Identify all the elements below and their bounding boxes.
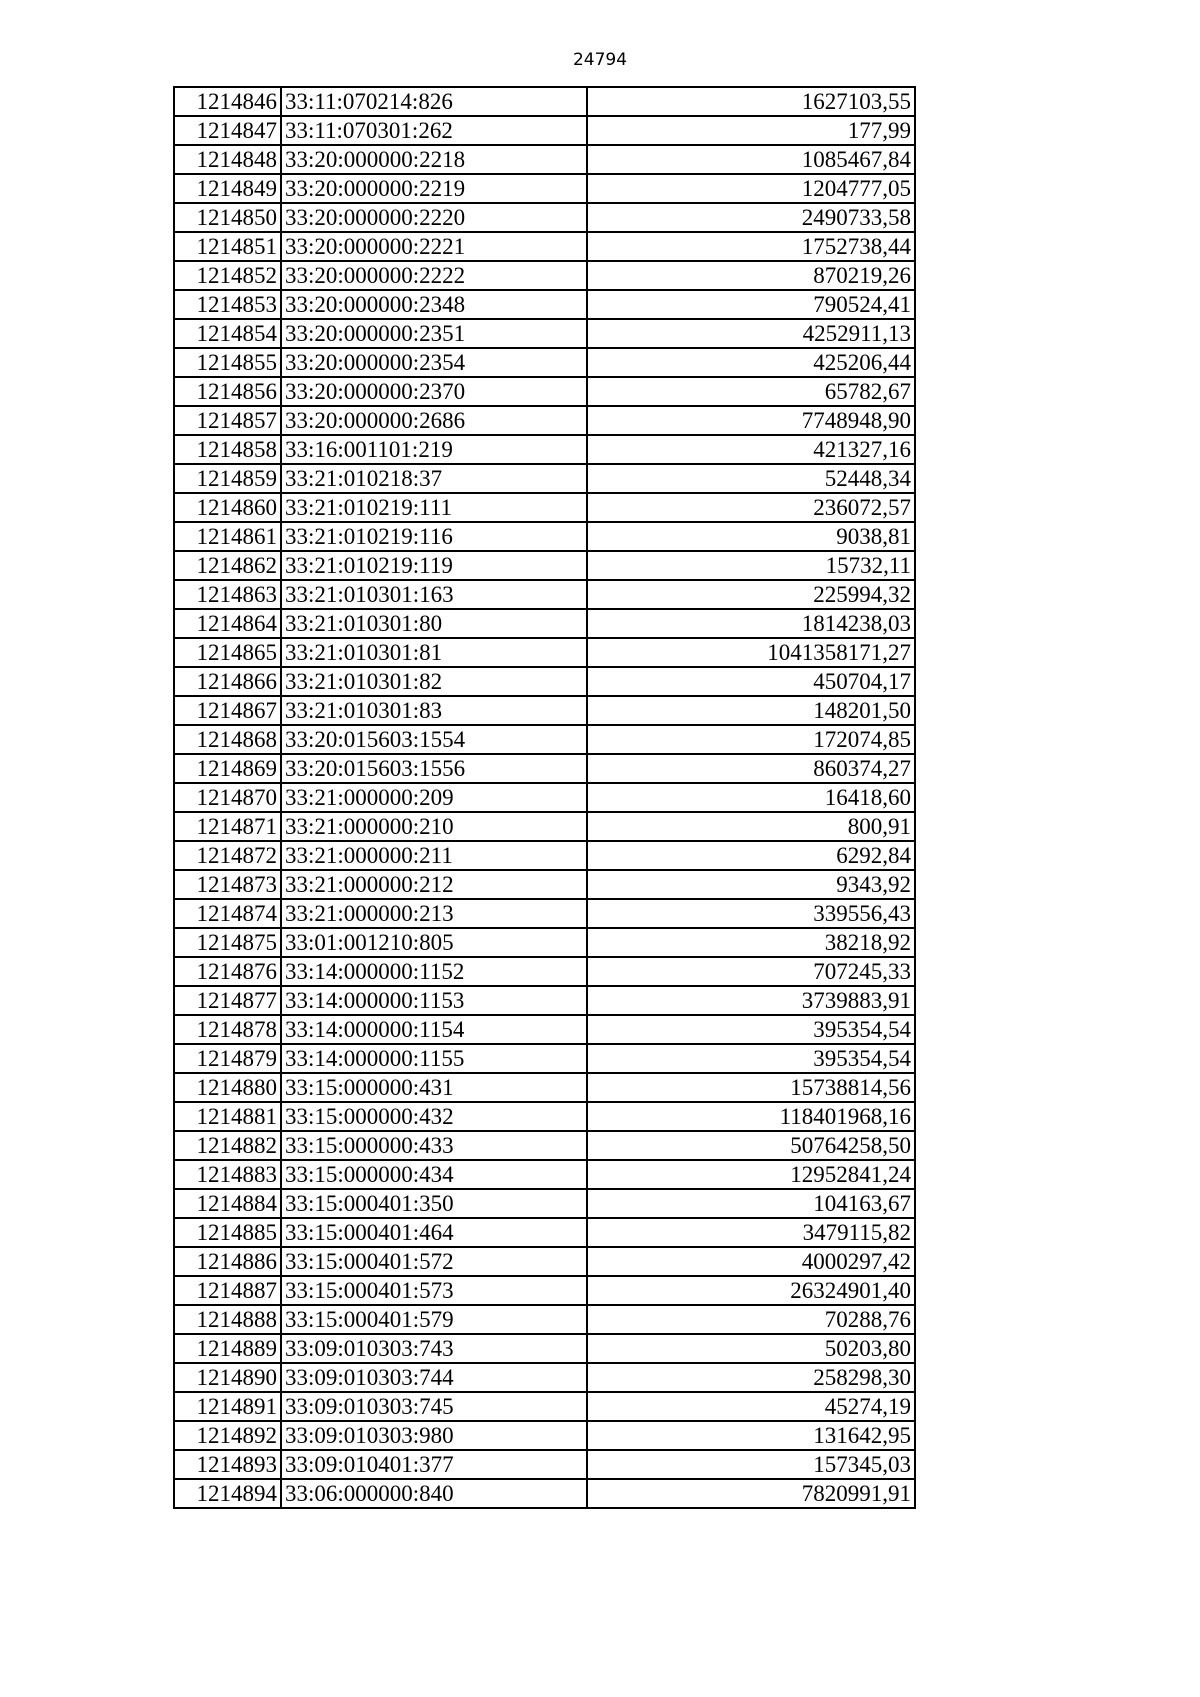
value-cell: 258298,30 xyxy=(587,1363,915,1392)
row-id-cell: 1214886 xyxy=(174,1247,281,1276)
row-id-cell: 1214885 xyxy=(174,1218,281,1247)
value-cell: 157345,03 xyxy=(587,1450,915,1479)
table-row xyxy=(174,406,915,435)
row-id-cell: 1214853 xyxy=(174,290,281,319)
table-row xyxy=(174,870,915,899)
table-row xyxy=(174,174,915,203)
table-row xyxy=(174,87,915,116)
cadastral-number-cell: 33:09:010303:745 xyxy=(281,1392,587,1421)
cadastral-number-cell: 33:20:000000:2221 xyxy=(281,232,587,261)
row-id-cell: 1214874 xyxy=(174,899,281,928)
value-cell: 45274,19 xyxy=(587,1392,915,1421)
value-cell: 236072,57 xyxy=(587,493,915,522)
row-id-cell: 1214848 xyxy=(174,145,281,174)
cadastral-number-cell: 33:21:000000:212 xyxy=(281,870,587,899)
cadastral-number-cell: 33:14:000000:1153 xyxy=(281,986,587,1015)
table-row xyxy=(174,1044,915,1073)
table-row xyxy=(174,638,915,667)
row-id-cell: 1214860 xyxy=(174,493,281,522)
table-row xyxy=(174,203,915,232)
table-row xyxy=(174,1073,915,1102)
row-id-cell: 1214880 xyxy=(174,1073,281,1102)
table-row xyxy=(174,1334,915,1363)
row-id-cell: 1214882 xyxy=(174,1131,281,1160)
row-id-cell: 1214894 xyxy=(174,1479,281,1508)
cadastral-number-cell: 33:21:010301:83 xyxy=(281,696,587,725)
cadastral-number-cell: 33:14:000000:1154 xyxy=(281,1015,587,1044)
table-row xyxy=(174,1421,915,1450)
table-row xyxy=(174,1363,915,1392)
table-row xyxy=(174,928,915,957)
row-id-cell: 1214852 xyxy=(174,261,281,290)
row-id-cell: 1214890 xyxy=(174,1363,281,1392)
row-id-cell: 1214865 xyxy=(174,638,281,667)
row-id-cell: 1214876 xyxy=(174,957,281,986)
value-cell: 65782,67 xyxy=(587,377,915,406)
table-row xyxy=(174,696,915,725)
value-cell: 9038,81 xyxy=(587,522,915,551)
cadastral-number-cell: 33:21:010301:80 xyxy=(281,609,587,638)
cadastral-number-cell: 33:20:000000:2218 xyxy=(281,145,587,174)
table-row xyxy=(174,261,915,290)
table-row xyxy=(174,348,915,377)
row-id-cell: 1214863 xyxy=(174,580,281,609)
row-id-cell: 1214846 xyxy=(174,87,281,116)
table-row xyxy=(174,1305,915,1334)
value-cell: 1204777,05 xyxy=(587,174,915,203)
table-row xyxy=(174,609,915,638)
cadastral-number-cell: 33:21:000000:213 xyxy=(281,899,587,928)
cadastral-number-cell: 33:16:001101:219 xyxy=(281,435,587,464)
value-cell: 148201,50 xyxy=(587,696,915,725)
row-id-cell: 1214870 xyxy=(174,783,281,812)
cadastral-number-cell: 33:15:000401:350 xyxy=(281,1189,587,1218)
value-cell: 12952841,24 xyxy=(587,1160,915,1189)
cadastral-number-cell: 33:15:000000:433 xyxy=(281,1131,587,1160)
cadastral-number-cell: 33:20:000000:2351 xyxy=(281,319,587,348)
table-row xyxy=(174,1247,915,1276)
value-cell: 450704,17 xyxy=(587,667,915,696)
cadastral-number-cell: 33:14:000000:1152 xyxy=(281,957,587,986)
cadastral-number-cell: 33:06:000000:840 xyxy=(281,1479,587,1508)
cadastral-number-cell: 33:21:010219:119 xyxy=(281,551,587,580)
row-id-cell: 1214859 xyxy=(174,464,281,493)
value-cell: 15738814,56 xyxy=(587,1073,915,1102)
value-cell: 800,91 xyxy=(587,812,915,841)
row-id-cell: 1214869 xyxy=(174,754,281,783)
value-cell: 131642,95 xyxy=(587,1421,915,1450)
row-id-cell: 1214850 xyxy=(174,203,281,232)
cadastral-number-cell: 33:15:000401:573 xyxy=(281,1276,587,1305)
table-row xyxy=(174,1160,915,1189)
cadastral-number-cell: 33:11:070214:826 xyxy=(281,87,587,116)
row-id-cell: 1214887 xyxy=(174,1276,281,1305)
table-row xyxy=(174,1392,915,1421)
value-cell: 4000297,42 xyxy=(587,1247,915,1276)
row-id-cell: 1214883 xyxy=(174,1160,281,1189)
table-row xyxy=(174,783,915,812)
table-row xyxy=(174,899,915,928)
value-cell: 172074,85 xyxy=(587,725,915,754)
value-cell: 421327,16 xyxy=(587,435,915,464)
cadastral-number-cell: 33:09:010401:377 xyxy=(281,1450,587,1479)
table-row xyxy=(174,1189,915,1218)
value-cell: 4252911,13 xyxy=(587,319,915,348)
cadastral-number-cell: 33:20:000000:2370 xyxy=(281,377,587,406)
row-id-cell: 1214861 xyxy=(174,522,281,551)
row-id-cell: 1214884 xyxy=(174,1189,281,1218)
cadastral-number-cell: 33:11:070301:262 xyxy=(281,116,587,145)
row-id-cell: 1214881 xyxy=(174,1102,281,1131)
cadastral-number-cell: 33:15:000401:572 xyxy=(281,1247,587,1276)
table-row xyxy=(174,957,915,986)
table-row xyxy=(174,1131,915,1160)
cadastral-number-cell: 33:21:010301:81 xyxy=(281,638,587,667)
table-row xyxy=(174,1218,915,1247)
table-row xyxy=(174,1450,915,1479)
value-cell: 395354,54 xyxy=(587,1044,915,1073)
cadastral-number-cell: 33:01:001210:805 xyxy=(281,928,587,957)
table-row xyxy=(174,1102,915,1131)
table-row xyxy=(174,1015,915,1044)
row-id-cell: 1214879 xyxy=(174,1044,281,1073)
value-cell: 6292,84 xyxy=(587,841,915,870)
row-id-cell: 1214888 xyxy=(174,1305,281,1334)
row-id-cell: 1214862 xyxy=(174,551,281,580)
value-cell: 52448,34 xyxy=(587,464,915,493)
row-id-cell: 1214889 xyxy=(174,1334,281,1363)
cadastral-number-cell: 33:20:000000:2219 xyxy=(281,174,587,203)
value-cell: 50203,80 xyxy=(587,1334,915,1363)
row-id-cell: 1214858 xyxy=(174,435,281,464)
value-cell: 1085467,84 xyxy=(587,145,915,174)
table-row xyxy=(174,754,915,783)
cadastral-number-cell: 33:21:010219:116 xyxy=(281,522,587,551)
value-cell: 118401968,16 xyxy=(587,1102,915,1131)
row-id-cell: 1214871 xyxy=(174,812,281,841)
cadastral-number-cell: 33:20:015603:1556 xyxy=(281,754,587,783)
cadastral-value-table xyxy=(173,86,916,1509)
value-cell: 3479115,82 xyxy=(587,1218,915,1247)
cadastral-number-cell: 33:21:010218:37 xyxy=(281,464,587,493)
table-row xyxy=(174,464,915,493)
page-number: 24794 xyxy=(572,50,628,70)
table-row xyxy=(174,435,915,464)
table-row xyxy=(174,493,915,522)
cadastral-number-cell: 33:21:010219:111 xyxy=(281,493,587,522)
row-id-cell: 1214877 xyxy=(174,986,281,1015)
row-id-cell: 1214864 xyxy=(174,609,281,638)
value-cell: 860374,27 xyxy=(587,754,915,783)
row-id-cell: 1214875 xyxy=(174,928,281,957)
value-cell: 1041358171,27 xyxy=(587,638,915,667)
row-id-cell: 1214854 xyxy=(174,319,281,348)
value-cell: 50764258,50 xyxy=(587,1131,915,1160)
row-id-cell: 1214847 xyxy=(174,116,281,145)
value-cell: 1752738,44 xyxy=(587,232,915,261)
table-row xyxy=(174,551,915,580)
table-row xyxy=(174,232,915,261)
row-id-cell: 1214855 xyxy=(174,348,281,377)
value-cell: 3739883,91 xyxy=(587,986,915,1015)
cadastral-number-cell: 33:20:015603:1554 xyxy=(281,725,587,754)
table-row xyxy=(174,841,915,870)
row-id-cell: 1214893 xyxy=(174,1450,281,1479)
cadastral-number-cell: 33:14:000000:1155 xyxy=(281,1044,587,1073)
table-row xyxy=(174,667,915,696)
cadastral-number-cell: 33:20:000000:2354 xyxy=(281,348,587,377)
value-cell: 1627103,55 xyxy=(587,87,915,116)
row-id-cell: 1214856 xyxy=(174,377,281,406)
value-cell: 15732,11 xyxy=(587,551,915,580)
row-id-cell: 1214866 xyxy=(174,667,281,696)
value-cell: 425206,44 xyxy=(587,348,915,377)
table-row xyxy=(174,812,915,841)
table-row xyxy=(174,145,915,174)
cadastral-number-cell: 33:21:010301:163 xyxy=(281,580,587,609)
value-cell: 2490733,58 xyxy=(587,203,915,232)
cadastral-number-cell: 33:15:000401:579 xyxy=(281,1305,587,1334)
cadastral-number-cell: 33:21:000000:211 xyxy=(281,841,587,870)
value-cell: 26324901,40 xyxy=(587,1276,915,1305)
table-row xyxy=(174,725,915,754)
cadastral-number-cell: 33:20:000000:2348 xyxy=(281,290,587,319)
table-row xyxy=(174,1276,915,1305)
cadastral-number-cell: 33:20:000000:2222 xyxy=(281,261,587,290)
table-row xyxy=(174,319,915,348)
table-row xyxy=(174,580,915,609)
table-row xyxy=(174,522,915,551)
row-id-cell: 1214849 xyxy=(174,174,281,203)
table-body xyxy=(174,87,915,1508)
value-cell: 7748948,90 xyxy=(587,406,915,435)
row-id-cell: 1214868 xyxy=(174,725,281,754)
cadastral-number-cell: 33:15:000000:431 xyxy=(281,1073,587,1102)
value-cell: 1814238,03 xyxy=(587,609,915,638)
table-row xyxy=(174,377,915,406)
cadastral-number-cell: 33:21:000000:210 xyxy=(281,812,587,841)
cadastral-number-cell: 33:09:010303:980 xyxy=(281,1421,587,1450)
cadastral-number-cell: 33:15:000000:432 xyxy=(281,1102,587,1131)
row-id-cell: 1214867 xyxy=(174,696,281,725)
cadastral-number-cell: 33:15:000401:464 xyxy=(281,1218,587,1247)
value-cell: 7820991,91 xyxy=(587,1479,915,1508)
cadastral-number-cell: 33:20:000000:2220 xyxy=(281,203,587,232)
value-cell: 339556,43 xyxy=(587,899,915,928)
value-cell: 790524,41 xyxy=(587,290,915,319)
row-id-cell: 1214851 xyxy=(174,232,281,261)
value-cell: 707245,33 xyxy=(587,957,915,986)
row-id-cell: 1214872 xyxy=(174,841,281,870)
value-cell: 870219,26 xyxy=(587,261,915,290)
value-cell: 9343,92 xyxy=(587,870,915,899)
value-cell: 38218,92 xyxy=(587,928,915,957)
row-id-cell: 1214873 xyxy=(174,870,281,899)
cadastral-number-cell: 33:21:000000:209 xyxy=(281,783,587,812)
value-cell: 16418,60 xyxy=(587,783,915,812)
cadastral-number-cell: 33:09:010303:743 xyxy=(281,1334,587,1363)
cadastral-number-cell: 33:20:000000:2686 xyxy=(281,406,587,435)
row-id-cell: 1214878 xyxy=(174,1015,281,1044)
table-row xyxy=(174,290,915,319)
row-id-cell: 1214891 xyxy=(174,1392,281,1421)
value-cell: 395354,54 xyxy=(587,1015,915,1044)
value-cell: 70288,76 xyxy=(587,1305,915,1334)
cadastral-number-cell: 33:21:010301:82 xyxy=(281,667,587,696)
value-cell: 177,99 xyxy=(587,116,915,145)
row-id-cell: 1214857 xyxy=(174,406,281,435)
value-cell: 104163,67 xyxy=(587,1189,915,1218)
value-cell: 225994,32 xyxy=(587,580,915,609)
table-row xyxy=(174,986,915,1015)
cadastral-number-cell: 33:15:000000:434 xyxy=(281,1160,587,1189)
table-row xyxy=(174,1479,915,1508)
row-id-cell: 1214892 xyxy=(174,1421,281,1450)
cadastral-number-cell: 33:09:010303:744 xyxy=(281,1363,587,1392)
table-row xyxy=(174,116,915,145)
